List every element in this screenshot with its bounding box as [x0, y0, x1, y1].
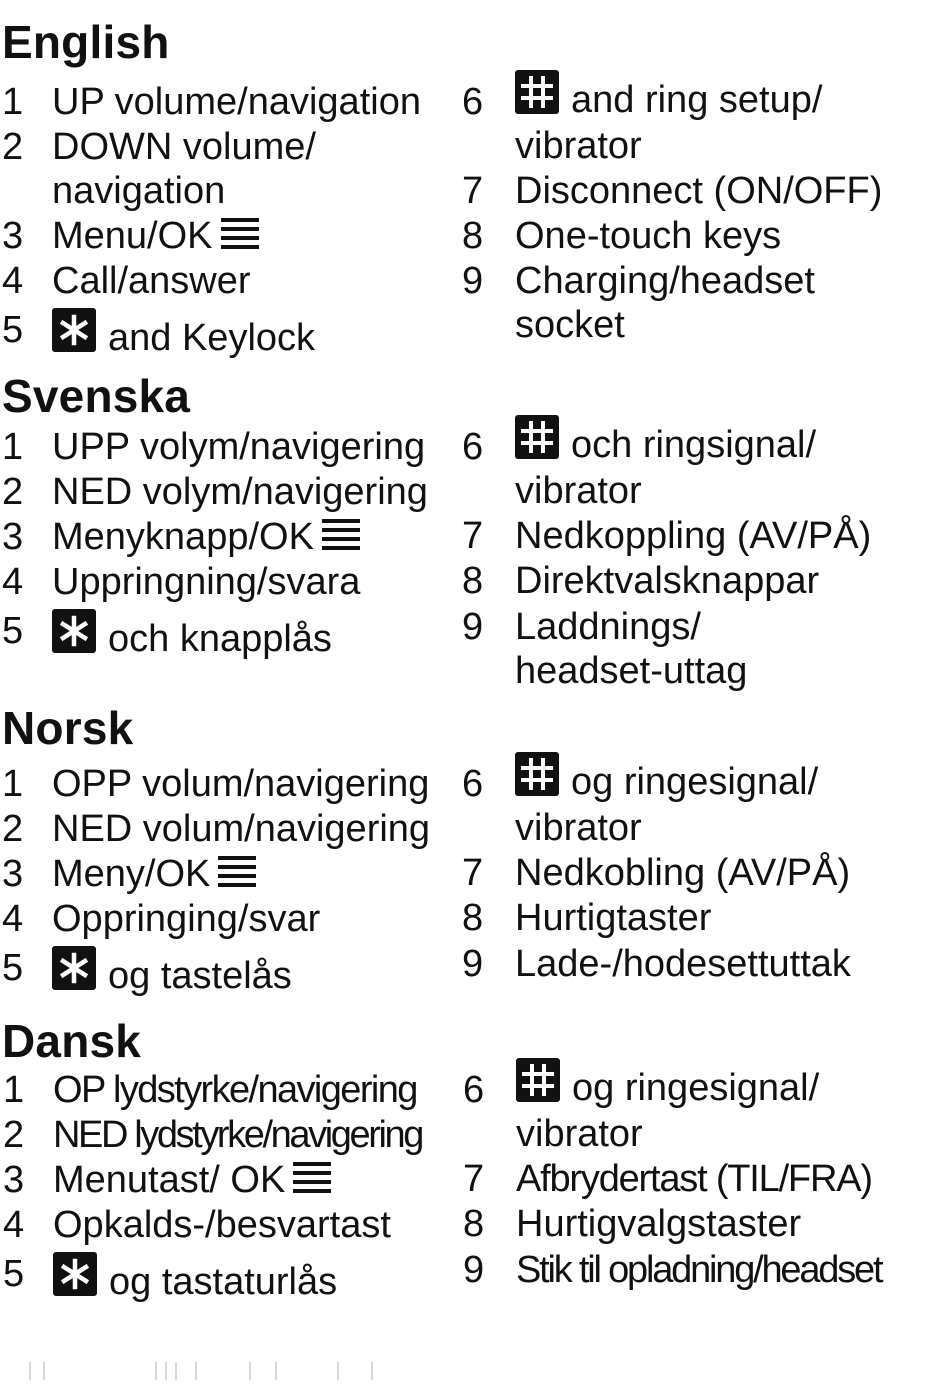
item-number: 5 [3, 1253, 25, 1295]
item-number: 5 [2, 947, 24, 989]
item-number: 2 [3, 1114, 23, 1156]
item-text-wrap [53, 1252, 337, 1304]
item-text: NED lydstyrke/navigering [53, 1114, 423, 1156]
item-text: vibrator [516, 1113, 643, 1155]
item-text: vibrator [515, 125, 642, 167]
item-text: UPP volym/navigering [52, 426, 426, 468]
item-number: 6 [462, 81, 484, 123]
item-number: 4 [2, 561, 24, 603]
section-title: English [2, 16, 170, 68]
item-number: 5 [2, 610, 24, 652]
star-key-icon [52, 609, 96, 653]
item-text: and Keylock [108, 317, 316, 359]
item-text: vibrator [515, 470, 642, 512]
item-number: 7 [462, 852, 484, 894]
item-text-wrap [52, 308, 315, 360]
hash-key-icon [515, 415, 559, 459]
item-text: Meny/OK [52, 853, 211, 895]
item-text: NED volym/navigering [52, 471, 428, 513]
item-text: Menyknapp/OK [52, 516, 314, 558]
menu-lines-icon [218, 855, 256, 889]
item-text: vibrator [515, 807, 642, 849]
item-text: og tastaturlås [109, 1261, 338, 1303]
item-number: 8 [462, 897, 484, 939]
item-number: 9 [462, 260, 484, 302]
star-key-icon [52, 946, 96, 990]
item-number: 2 [2, 471, 24, 513]
item-number: 3 [3, 1159, 25, 1201]
item-number: 6 [463, 1069, 485, 1111]
item-text: and ring setup/ [571, 79, 823, 121]
item-number: 7 [462, 170, 484, 212]
item-text: Lade-/hodesettuttak [515, 943, 851, 985]
star-key-icon [52, 308, 96, 352]
item-text: socket [515, 304, 625, 346]
item-number: 8 [462, 560, 484, 602]
item-text: navigation [52, 170, 226, 212]
item-text: Menu/OK [52, 215, 213, 257]
item-text: OP lydstyrke/navigering [53, 1069, 417, 1111]
item-text: Hurtigvalgstaster [516, 1203, 802, 1245]
item-text-wrap [515, 415, 816, 467]
item-number: 9 [463, 1249, 483, 1291]
item-number: 8 [462, 215, 484, 257]
item-number: 2 [2, 126, 24, 168]
print-registration-marks [0, 1358, 950, 1381]
menu-lines-icon [221, 217, 259, 251]
item-text: Hurtigtaster [515, 897, 712, 939]
item-text-wrap [53, 1158, 331, 1202]
item-text: Oppringing/svar [52, 898, 321, 940]
item-number: 9 [462, 606, 484, 648]
star-key-icon [53, 1252, 97, 1296]
item-number: 6 [462, 426, 484, 468]
item-number: 2 [2, 808, 24, 850]
item-text: Disconnect (ON/OFF) [515, 170, 883, 212]
item-number: 7 [463, 1158, 483, 1200]
item-text-wrap [52, 852, 256, 896]
item-number: 1 [3, 1069, 23, 1111]
item-text: och knapplås [108, 618, 332, 660]
item-text: og ringesignal/ [571, 761, 819, 803]
section-title: Svenska [2, 370, 191, 422]
item-text: Nedkoppling (AV/PÅ) [515, 515, 872, 557]
section-title: Dansk [2, 1015, 142, 1067]
item-text: NED volum/navigering [52, 808, 431, 850]
item-text: One-touch keys [515, 215, 782, 257]
item-number: 9 [462, 943, 484, 985]
item-text: Nedkobling (AV/PÅ) [515, 852, 851, 894]
item-text-wrap [52, 515, 360, 559]
item-text: Call/answer [52, 260, 251, 302]
item-number: 3 [2, 853, 24, 895]
section-title: Norsk [2, 702, 134, 754]
item-text: Direktvalsknappar [515, 560, 820, 602]
item-number: 4 [2, 898, 24, 940]
hash-key-icon [516, 1058, 560, 1102]
item-text: Charging/headset [515, 260, 815, 302]
item-text: Laddnings/ [515, 606, 701, 648]
item-number: 1 [2, 426, 24, 468]
item-text: og ringesignal/ [572, 1067, 820, 1109]
item-text: UP volume/navigation [52, 81, 421, 123]
item-text: Afbrydertast (TIL/FRA) [516, 1158, 872, 1200]
item-text: och ringsignal/ [571, 424, 817, 466]
item-number: 8 [463, 1203, 485, 1245]
item-text: Menutast/ OK [53, 1159, 286, 1201]
hash-key-icon [515, 70, 559, 114]
item-text: DOWN volume/ [52, 126, 316, 168]
item-text-wrap [515, 752, 818, 804]
item-number: 3 [2, 215, 24, 257]
menu-lines-icon [322, 518, 360, 552]
menu-lines-icon [293, 1161, 331, 1195]
item-number: 1 [2, 763, 24, 805]
item-text-wrap [52, 609, 332, 661]
item-text-wrap [52, 214, 259, 258]
item-text: OPP volum/navigering [52, 763, 430, 805]
item-number: 7 [462, 515, 484, 557]
item-number: 3 [2, 516, 24, 558]
item-number: 1 [2, 81, 24, 123]
item-number: 6 [462, 763, 484, 805]
item-number: 4 [2, 260, 24, 302]
item-text: Opkalds-/besvartast [53, 1204, 391, 1246]
item-text: og tastelås [108, 955, 292, 997]
item-text: headset-uttag [515, 650, 748, 692]
item-text-wrap [515, 70, 822, 122]
item-text-wrap [516, 1058, 819, 1110]
item-text-wrap [52, 946, 292, 998]
item-number: 5 [2, 309, 24, 351]
item-text: Stik til opladning/headset [516, 1249, 882, 1291]
hash-key-icon [515, 752, 559, 796]
item-number: 4 [3, 1204, 25, 1246]
item-text: Uppringning/svara [52, 561, 361, 603]
